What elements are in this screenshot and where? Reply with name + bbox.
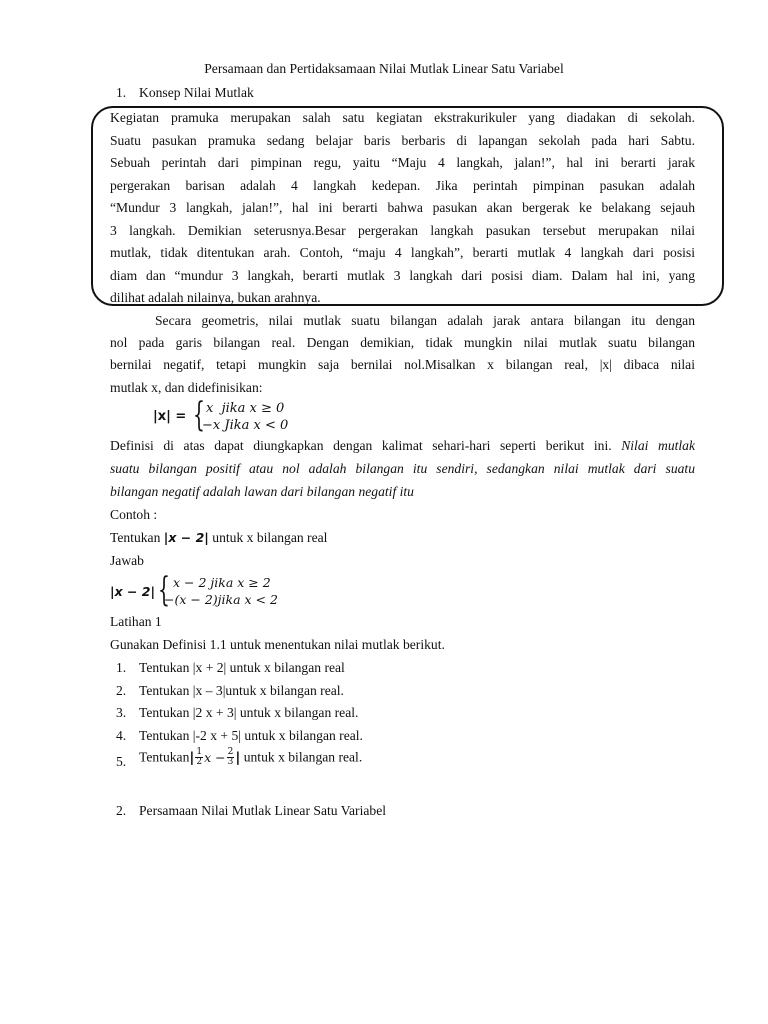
- box-line: “Mundur 3 langkah, jalan!”, hal ini berarti bahwa pasukan akan bergerak ke belakang sejauh: [110, 200, 695, 215]
- exercise-item-text: Tentukan |2 x + 3| untuk x bilangan real.: [139, 705, 359, 720]
- definition-case-2: −x Jika x < 0: [202, 418, 289, 433]
- exercise-item-number: 4.: [116, 728, 127, 743]
- exercise-item-number: 3.: [116, 705, 127, 720]
- answer-lhs: |x − 2|: [110, 584, 156, 599]
- paragraph-line: nol pada garis bilangan real. Dengan demikian, tidak mungkin nilai mutlak suatu bilangan: [110, 335, 695, 350]
- section-1-number: 1.: [116, 85, 127, 100]
- box-line: Kegiatan pramuka merupakan salah satu kegiatan ekstrakurikuler yang diadakan di sekolah.: [110, 110, 695, 125]
- box-line: Sebuah perintah dari pimpinan regu, yaitu “Maju 4 langkah, jalan!”, hal ini berarti jarak: [110, 155, 695, 170]
- exercise-intro: Gunakan Definisi 1.1 untuk menentukan nilai mutlak berikut.: [110, 637, 445, 652]
- exercise-item-text: Tentukan |x + 2| untuk x bilangan real: [139, 660, 345, 675]
- section-1-heading: Konsep Nilai Mutlak: [139, 85, 254, 100]
- paragraph-line: Secara geometris, nilai mutlak suatu bilangan adalah jarak antara bilangan itu dengan: [155, 313, 695, 328]
- fraction-one-half: $\frac{1}{2}$: [196, 747, 203, 767]
- box-line: 3 langkah. Demikian seterusnya.Besar pergerakan langkah pasukan tersebut merupakan nilai: [110, 223, 695, 238]
- answer-brace: {: [158, 570, 170, 610]
- definition-case-1: x jika x ≥ 0: [206, 401, 285, 416]
- box-line: dilihat adalah nilainya, bukan arahnya.: [110, 290, 321, 305]
- definition-brace: {: [193, 395, 205, 435]
- fraction-two-thirds: $\frac{2}{3}$: [227, 747, 234, 767]
- page-title: Persamaan dan Pertidaksamaan Nilai Mutlak Linear Satu Variabel: [204, 61, 564, 76]
- box-line: pergerakan barisan adalah 4 langkah kedepan. Jika perintah pimpinan pasukan adalah: [110, 178, 695, 193]
- exercise-item-text: Tentukan |x – 3|untuk x bilangan real.: [139, 683, 344, 698]
- section-2-heading: Persamaan Nilai Mutlak Linear Satu Variabel: [139, 803, 387, 818]
- exercise-item-number: 2.: [116, 683, 127, 698]
- example-task: Tentukan |x − 2| untuk x bilangan real: [110, 530, 328, 545]
- answer-case-2: −(x − 2)jika x < 2: [164, 592, 278, 607]
- box-line: mutlak, tidak ditentukan arah. Contoh, “maju 4 langkah”, berarti mutlak 4 langkah dari posisi: [110, 245, 695, 260]
- exercise-item-5: Tentukan| $\frac{1}{2}$ x − $\frac{2}{3}$ | untuk x bilangan real.: [139, 747, 363, 767]
- example-label: Contoh :: [110, 507, 158, 522]
- definition-lhs: |x| =: [153, 409, 187, 424]
- definition-explanation-line-3: bilangan negatif adalah lawan dari bilangan negatif itu: [110, 484, 414, 499]
- exercise-title: Latihan 1: [110, 614, 162, 629]
- paragraph-line: bernilai negatif, tetapi mungkin saja bernilai nol.Misalkan x bilangan real, |x| dibaca nilai: [110, 357, 695, 372]
- definition-explanation-line-1: Definisi di atas dapat diungkapkan dengan kalimat sehari-hari seperti berikut ini. Nilai mutlak: [110, 438, 695, 453]
- answer-label: Jawab: [110, 553, 144, 568]
- box-line: Suatu pasukan pramuka sedang belajar baris berbaris di lapangan sekolah pada hari Sabtu.: [110, 133, 695, 148]
- box-line: diam dan “mundur 3 langkah, berarti mutlak 3 langkah dari posisi diam. Dalam hal ini, yang: [110, 268, 695, 283]
- section-2-number: 2.: [116, 803, 127, 818]
- exercise-item-number: 5.: [116, 754, 127, 769]
- paragraph-line: mutlak x, dan didefinisikan:: [110, 380, 263, 395]
- answer-case-1: x − 2 jika x ≥ 2: [173, 575, 271, 590]
- exercise-item-number: 1.: [116, 660, 127, 675]
- exercise-item-text: Tentukan |-2 x + 5| untuk x bilangan real.: [139, 728, 363, 743]
- definition-explanation-line-2: suatu bilangan positif atau nol adalah bilangan itu sendiri, sedangkan nilai mutlak dari suatu: [110, 461, 695, 476]
